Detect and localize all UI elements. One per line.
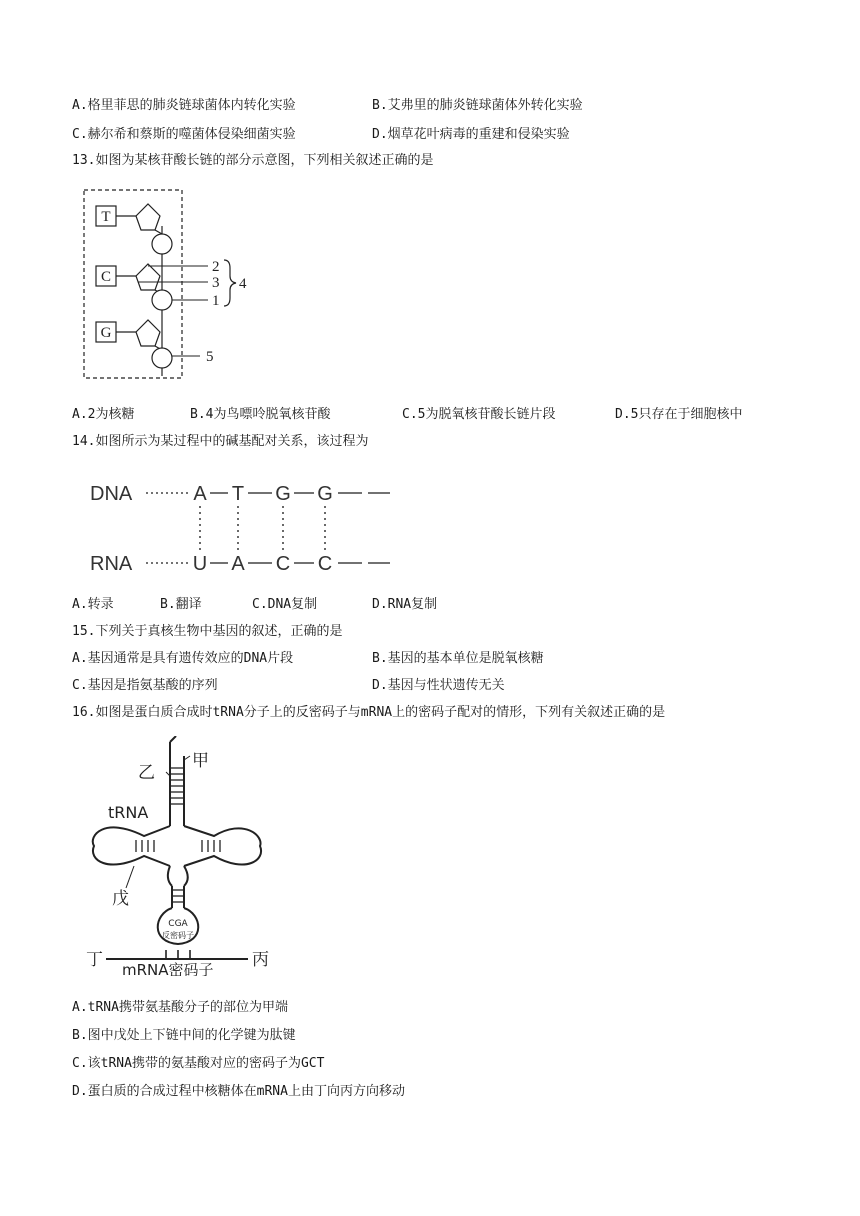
rna-label: RNA [90, 553, 133, 575]
label-ding: 丁 [86, 950, 103, 970]
q14-option-a: A.转录 [72, 597, 114, 612]
q12-option-c: C.赫尔希和蔡斯的噬菌体侵染细菌实验 [72, 127, 296, 142]
label-bing: 丙 [252, 950, 269, 970]
q15-option-a: A.基因通常是具有遗传效应的DNA片段 [72, 651, 294, 666]
q12-option-d: D.烟草花叶病毒的重建和侵染实验 [372, 127, 570, 142]
label-5: 5 [206, 349, 214, 365]
q13-option-a: A.2为核糖 [72, 407, 135, 422]
q13-option-d: D.5只存在于细胞核中 [615, 407, 743, 422]
q14-option-b: B.翻译 [160, 597, 202, 612]
q14-stem: 14.如图所示为某过程中的碱基配对关系，该过程为 [72, 434, 369, 449]
base-letter-g: G [100, 325, 112, 341]
pentagon-sugar [136, 204, 160, 230]
dna-base: T [231, 483, 245, 505]
q14-option-c: C.DNA复制 [252, 597, 318, 612]
label-1: 1 [212, 293, 220, 309]
rna-base: C [317, 553, 333, 575]
rna-base: A [231, 553, 245, 575]
q15-option-d: D.基因与性状遗传无关 [372, 678, 505, 693]
anticodon-text: CGA [168, 919, 188, 929]
q12-option-a: A.格里菲思的肺炎链球菌体内转化实验 [72, 98, 296, 113]
q16-option-c: C.该tRNA携带的氨基酸对应的密码子为GCT [72, 1056, 325, 1071]
mrna-codon-label: mRNA密码子 [122, 961, 214, 976]
brace [224, 260, 236, 306]
base-letter-c: C [100, 269, 112, 285]
q16-option-a: A.tRNA携带氨基酸分子的部位为甲端 [72, 1000, 288, 1015]
label-yi: 乙 [138, 763, 155, 783]
anticodon-label: 反密码子 [162, 931, 194, 940]
q13-nucleotide-chain-figure [78, 186, 258, 382]
label-trna: tRNA [108, 803, 149, 822]
q13-option-b: B.4为鸟嘌呤脱氧核苷酸 [190, 407, 331, 422]
dna-base: A [193, 483, 207, 505]
q15-option-c: C.基因是指氨基酸的序列 [72, 678, 218, 693]
q16-option-b: B.图中戊处上下链中间的化学键为肽键 [72, 1028, 296, 1043]
q15-stem: 15.下列关于真核生物中基因的叙述，正确的是 [72, 624, 343, 639]
phosphate-circle [152, 234, 172, 254]
q13-option-c: C.5为脱氧核苷酸长链片段 [402, 407, 556, 422]
q16-option-d: D.蛋白质的合成过程中核糖体在mRNA上由丁向丙方向移动 [72, 1084, 405, 1099]
label-3: 3 [212, 275, 220, 291]
dna-base: G [317, 483, 333, 505]
q14-option-d: D.RNA复制 [372, 597, 438, 612]
q13-stem: 13.如图为某核苷酸长链的部分示意图，下列相关叙述正确的是 [72, 153, 434, 168]
q12-option-b: B.艾弗里的肺炎链球菌体外转化实验 [372, 98, 583, 113]
q15-option-b: B.基因的基本单位是脱氧核糖 [372, 651, 544, 666]
q16-trna-figure [84, 736, 280, 976]
q16-stem: 16.如图是蛋白质合成时tRNA分子上的反密码子与mRNA上的密码子配对的情形，下列有关叙述正确的是 [72, 705, 666, 720]
dna-label: DNA [90, 483, 133, 505]
label-jia: 甲 [192, 751, 209, 771]
dna-base: G [275, 483, 291, 505]
rna-base: U [192, 553, 208, 575]
rna-base: C [275, 553, 291, 575]
q14-base-pairing-figure [86, 474, 406, 580]
label-4: 4 [239, 276, 247, 292]
label-2: 2 [212, 259, 220, 275]
base-letter-t: T [101, 209, 111, 225]
label-wu: 戊 [112, 889, 129, 909]
